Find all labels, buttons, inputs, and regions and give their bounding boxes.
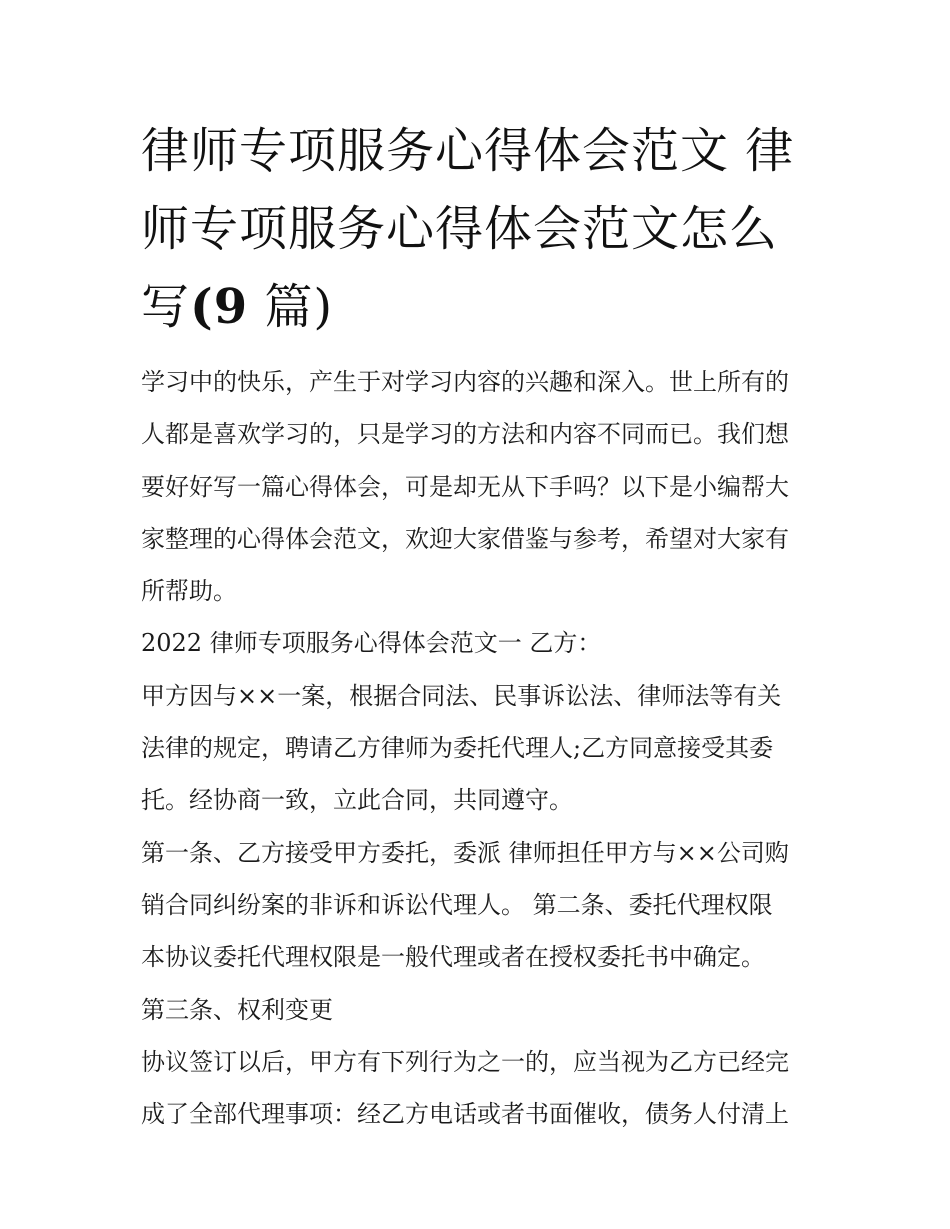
title-line-2: 师专项服务心得体会范文怎么 xyxy=(141,201,779,257)
body-line-2: 人都是喜欢学习的，只是学习的方法和内容不同而已。我们想 xyxy=(141,420,789,449)
title-line-1: 律师专项服务心得体会范文 律 xyxy=(141,123,795,179)
title-line-3 xyxy=(141,268,813,346)
title-line-3-bold: (9 xyxy=(190,279,249,335)
body-line-4: 家整理的心得体会范文，欢迎大家借鉴与参考，希望对大家有 xyxy=(141,524,789,553)
body-line-3: 要好好写一篇心得体会，可是却无从下手吗？以下是小编帮大 xyxy=(141,472,789,501)
body-line-10: 第一条、乙方接受甲方委托，委派 律师担任甲方与××公司购 xyxy=(141,838,789,867)
body-line-7: 甲方因与××一案，根据合同法、民事诉讼法、律师法等有关 xyxy=(141,681,782,710)
body-line-9: 托。经协商一致，立此合同，共同遵守。 xyxy=(141,786,573,815)
title-line-3-prefix: 写 xyxy=(141,279,191,335)
body-line-15: 成了全部代理事项：经乙方电话或者书面催收，债务人付清上 xyxy=(141,1100,789,1129)
title-line-3-suffix: 篇) xyxy=(248,279,334,335)
body-line-1: 学习中的快乐，产生于对学习内容的兴趣和深入。世上所有的 xyxy=(141,368,789,396)
body-line-11: 销合同纠纷案的非诉和诉讼代理人。 第二条、委托代理权限 xyxy=(141,890,773,919)
body-line-5: 所帮助。 xyxy=(141,577,237,606)
section-heading-1: 2022 律师专项服务心得体会范文一 乙方： xyxy=(141,629,602,658)
body-line-12: 本协议委托代理权限是一般代理或者在授权委托书中确定。 xyxy=(141,943,765,972)
article-heading-3: 第三条、权利变更 xyxy=(141,995,333,1024)
document-title xyxy=(141,112,813,346)
body-line-8: 法律的规定，聘请乙方律师为委托代理人;乙方同意接受其委 xyxy=(141,734,774,763)
document-content xyxy=(141,112,813,1140)
document-body xyxy=(141,356,813,1140)
body-line-14: 协议签订以后，甲方有下列行为之一的，应当视为乙方已经完 xyxy=(141,1047,789,1076)
